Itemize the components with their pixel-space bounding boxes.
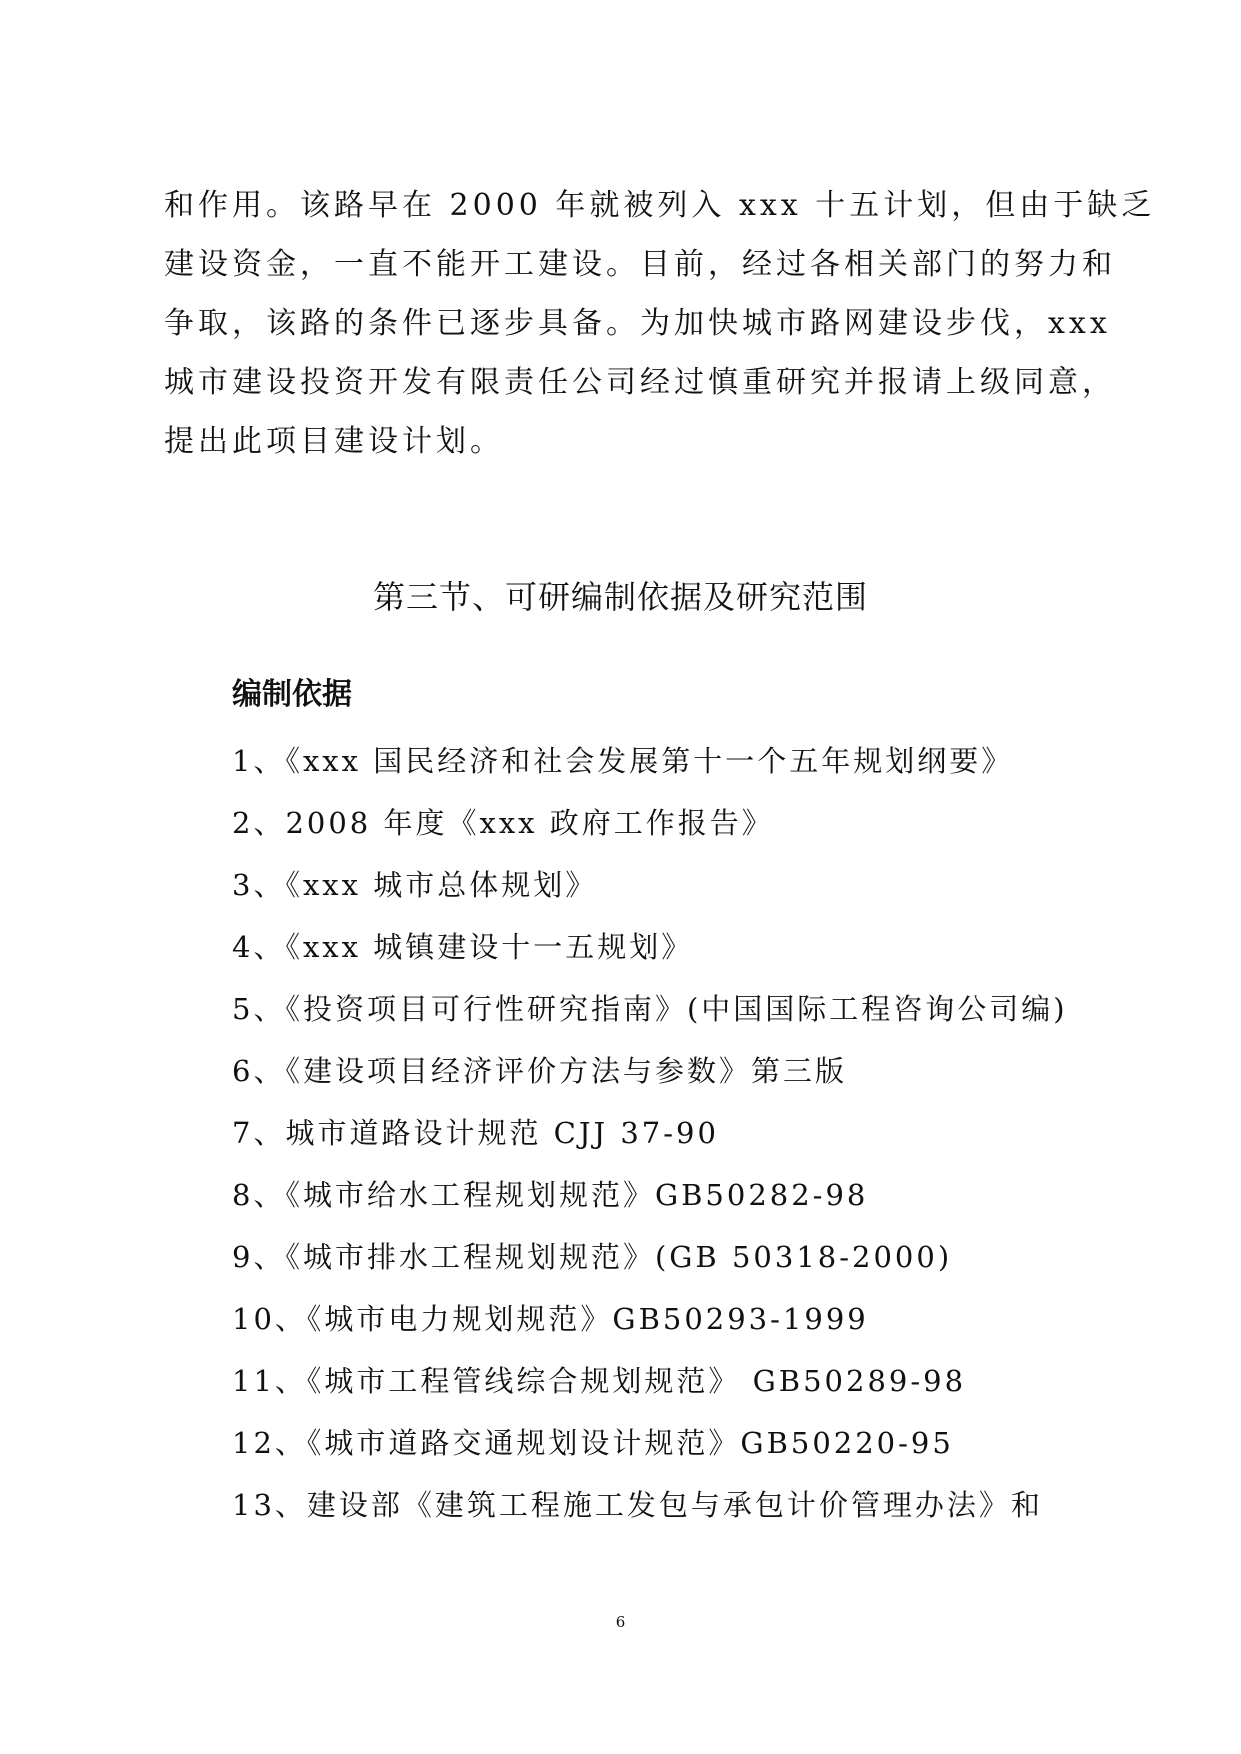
section-title: 第三节、可研编制依据及研究范围: [372, 578, 868, 616]
reference-item: 12、《城市道路交通规划设计规范》GB50220-95: [232, 1426, 954, 1460]
reference-item: 4、《xxx 城镇建设十一五规划》: [232, 930, 694, 964]
reference-item: 11、《城市工程管线综合规划规范》 GB50289-98: [232, 1364, 967, 1398]
paragraph-line: 争取，该路的条件已逐步具备。为加快城市路网建设步伐，xxx: [164, 306, 1111, 341]
reference-item: 3、《xxx 城市总体规划》: [232, 868, 598, 902]
reference-item: 13、建设部《建筑工程施工发包与承包计价管理办法》和: [232, 1488, 1043, 1522]
paragraph-line: 建设资金，一直不能开工建设。目前，经过各相关部门的努力和: [164, 247, 1116, 282]
reference-item: 2、2008 年度《xxx 政府工作报告》: [232, 806, 774, 840]
reference-item: 6、《建设项目经济评价方法与参数》第三版: [232, 1054, 847, 1088]
reference-item: 5、《投资项目可行性研究指南》(中国国际工程咨询公司编): [232, 992, 1068, 1026]
page-number: 6: [615, 1613, 626, 1631]
paragraph-line: 城市建设投资开发有限责任公司经过慎重研究并报请上级同意，: [164, 365, 1116, 400]
reference-item: 1、《xxx 国民经济和社会发展第十一个五年规划纲要》: [232, 744, 1014, 778]
reference-item: 10、《城市电力规划规范》GB50293-1999: [232, 1302, 869, 1336]
paragraph-line: 和作用。该路早在 2000 年就被列入 xxx 十五计划，但由于缺乏: [164, 188, 1156, 223]
reference-item: 8、《城市给水工程规划规范》GB50282-98: [232, 1178, 869, 1212]
paragraph-line: 提出此项目建设计划。: [164, 424, 504, 459]
body-paragraph: [164, 176, 1156, 471]
reference-item: 9、《城市排水工程规划规范》(GB 50318-2000): [232, 1240, 953, 1274]
sub-title: 编制依据: [232, 677, 352, 712]
reference-item: 7、城市道路设计规范 CJJ 37-90: [232, 1116, 719, 1150]
reference-list: [232, 730, 1112, 1536]
